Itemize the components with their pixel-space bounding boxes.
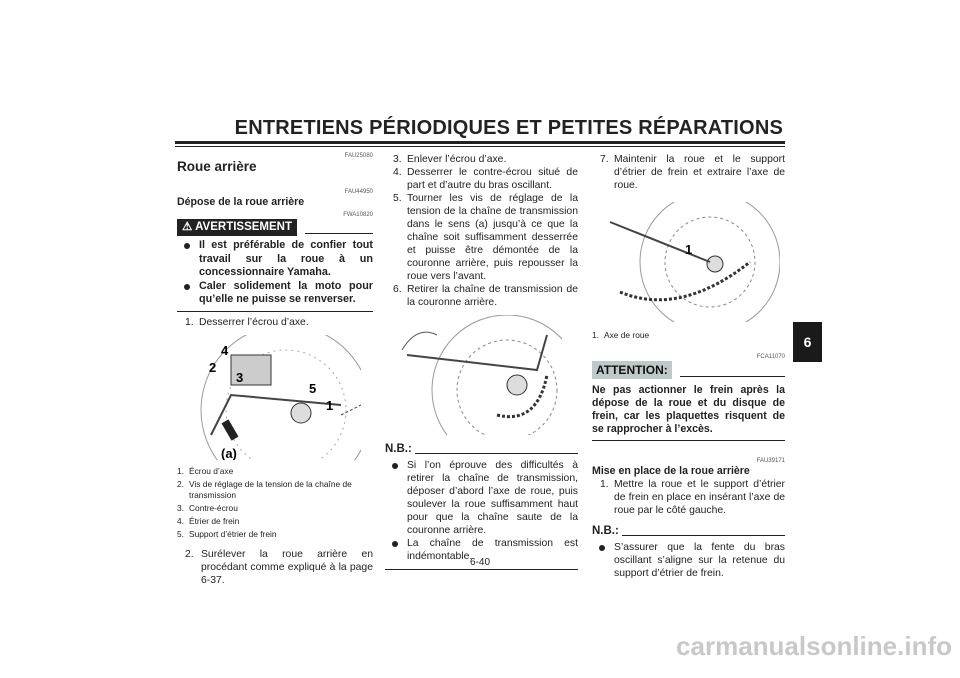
figure-label: 2 <box>209 359 217 375</box>
caption-text: Vis de réglage de la tension de la chaîne de transmission <box>189 478 352 500</box>
step-number: 7. <box>600 154 609 165</box>
step-text: Retirer la chaîne de transmission de la couronne arrière. <box>407 284 578 308</box>
header-rule <box>175 141 785 144</box>
figure-label: 1 <box>685 242 693 257</box>
caption <box>177 479 373 501</box>
divider <box>415 453 578 454</box>
step-number: 5. <box>393 193 402 204</box>
caption <box>177 516 373 527</box>
warning-item: Il est préférable de confier tout travail sur la roue à un concessionnaire Yamaha. <box>177 239 373 280</box>
caption-number: 2. <box>177 478 184 489</box>
step <box>177 548 373 587</box>
step-text: Desserrer le contre-écrou situé de part et d’autre du bras oscillant. <box>407 167 578 191</box>
step-text: Maintenir la roue et le support d’étrier de frein et extraire l’axe de roue. <box>614 154 785 191</box>
header-rule <box>175 146 785 147</box>
warning-label: AVERTISSEMENT <box>195 221 293 233</box>
caption-number: 1. <box>592 330 599 340</box>
divider <box>622 535 785 536</box>
step-text: Desserrer l’écrou d’axe. <box>199 316 309 328</box>
subheading: Mise en place de la roue arrière <box>592 465 750 477</box>
caption <box>177 529 373 540</box>
ref-code: FAU39171 <box>756 458 785 464</box>
caption <box>592 330 785 341</box>
page-title: ENTRETIENS PÉRIODIQUES ET PETITES RÉPARATIONS <box>234 117 783 139</box>
step <box>385 166 578 192</box>
figure-label: 3 <box>236 369 244 385</box>
section-heading: Roue arrière <box>177 159 257 174</box>
note-item: La chaîne de transmission est indémontable. <box>385 537 578 563</box>
ref-code: FWA10820 <box>343 212 373 218</box>
caption-text: Axe de roue <box>604 330 650 340</box>
step <box>385 192 578 283</box>
watermark: carmanualsonline.info <box>676 631 952 661</box>
step <box>385 283 578 309</box>
step <box>385 153 578 166</box>
warning-badge <box>177 219 297 236</box>
step-text: Surélever la roue arrière en procédant comme expliqué à la page 6-37. <box>201 548 373 586</box>
warning-item: Caler solidement la moto pour qu’elle ne puisse se renverser. <box>177 280 373 311</box>
figure-rear-wheel-axle <box>191 335 361 460</box>
attention-header <box>592 361 785 379</box>
caption-number: 1. <box>177 465 184 476</box>
step <box>592 153 785 192</box>
figure-label: (a) <box>221 445 237 460</box>
step-number: 1. <box>185 316 194 328</box>
step-text: Mettre la roue et le support d’étrier de frein en place en insérant l’axe de roue par le côté gauche. <box>614 479 785 516</box>
divider <box>680 376 785 377</box>
divider <box>305 233 373 234</box>
warning-header <box>177 219 373 236</box>
attention-text: Ne pas actionner le frein après la dépose de la roue et du disque de frein, car les plaquettes risquent de se rapprocher à l’excès. <box>592 379 785 441</box>
caption-number: 4. <box>177 515 184 526</box>
chapter-tab: 6 <box>793 322 822 362</box>
caption-text: Étrier de frein <box>189 515 240 526</box>
step-number: 3. <box>393 154 402 165</box>
figure-label: 1 <box>326 397 334 413</box>
warning-triangle-icon: ⚠ <box>182 221 193 233</box>
step <box>177 316 373 329</box>
step <box>592 478 785 517</box>
figure-chain-removal <box>397 315 562 435</box>
figure-label: 4 <box>221 342 229 358</box>
caption <box>177 503 373 514</box>
note-list <box>385 456 578 570</box>
note-label: N.B.: <box>385 443 412 455</box>
figure-axle-removal <box>600 202 780 322</box>
caption-text: Écrou d’axe <box>189 465 234 476</box>
step-text: Enlever l’écrou d’axe. <box>407 154 507 165</box>
caption-number: 3. <box>177 502 184 513</box>
column-2 <box>385 153 578 570</box>
caption-text: Contre-écrou <box>189 502 238 513</box>
step-number: 2. <box>185 548 194 560</box>
caption <box>177 466 373 477</box>
note-label: N.B.: <box>592 525 619 537</box>
figure-label: 5 <box>309 380 317 396</box>
step-number: 1. <box>600 479 609 490</box>
ref-code: FAU25080 <box>344 153 373 159</box>
caption-text: Support d’étrier de frein <box>189 528 277 539</box>
note-item: S’assurer que la fente du bras oscillant s’aligne sur la retenue du support d’étrier de frein. <box>592 541 785 580</box>
step-number: 6. <box>393 284 402 295</box>
note-item: Si l’on éprouve des difficultés à retirer la chaîne de transmission, déposer d’abord l’axe de roue, puis soulever la roue suffisamment haut pour que la chaîne saute de la couronne arrière. <box>385 459 578 537</box>
column-1 <box>177 152 373 587</box>
ref-code: FAU44950 <box>344 189 373 195</box>
ref-code: FCA11070 <box>756 354 785 360</box>
subheading: Dépose de la roue arrière <box>177 196 305 208</box>
page-number: 6-40 <box>469 557 490 568</box>
step-number: 4. <box>393 167 402 178</box>
column-3 <box>592 153 785 580</box>
note-header <box>385 443 578 456</box>
attention-badge: ATTENTION: <box>592 361 672 379</box>
step-text: Tourner les vis de réglage de la tension de la chaîne de transmission dans le sens (a) jusqu’à ce que la chaîne soit suffisamment desserrée et puisse être démontée de la couronne arrière, puis repousser la roue vers l’avant. <box>407 193 578 282</box>
warning-list <box>177 239 373 312</box>
figure-captions <box>177 466 373 540</box>
caption-number: 5. <box>177 528 184 539</box>
note-header <box>592 525 785 538</box>
